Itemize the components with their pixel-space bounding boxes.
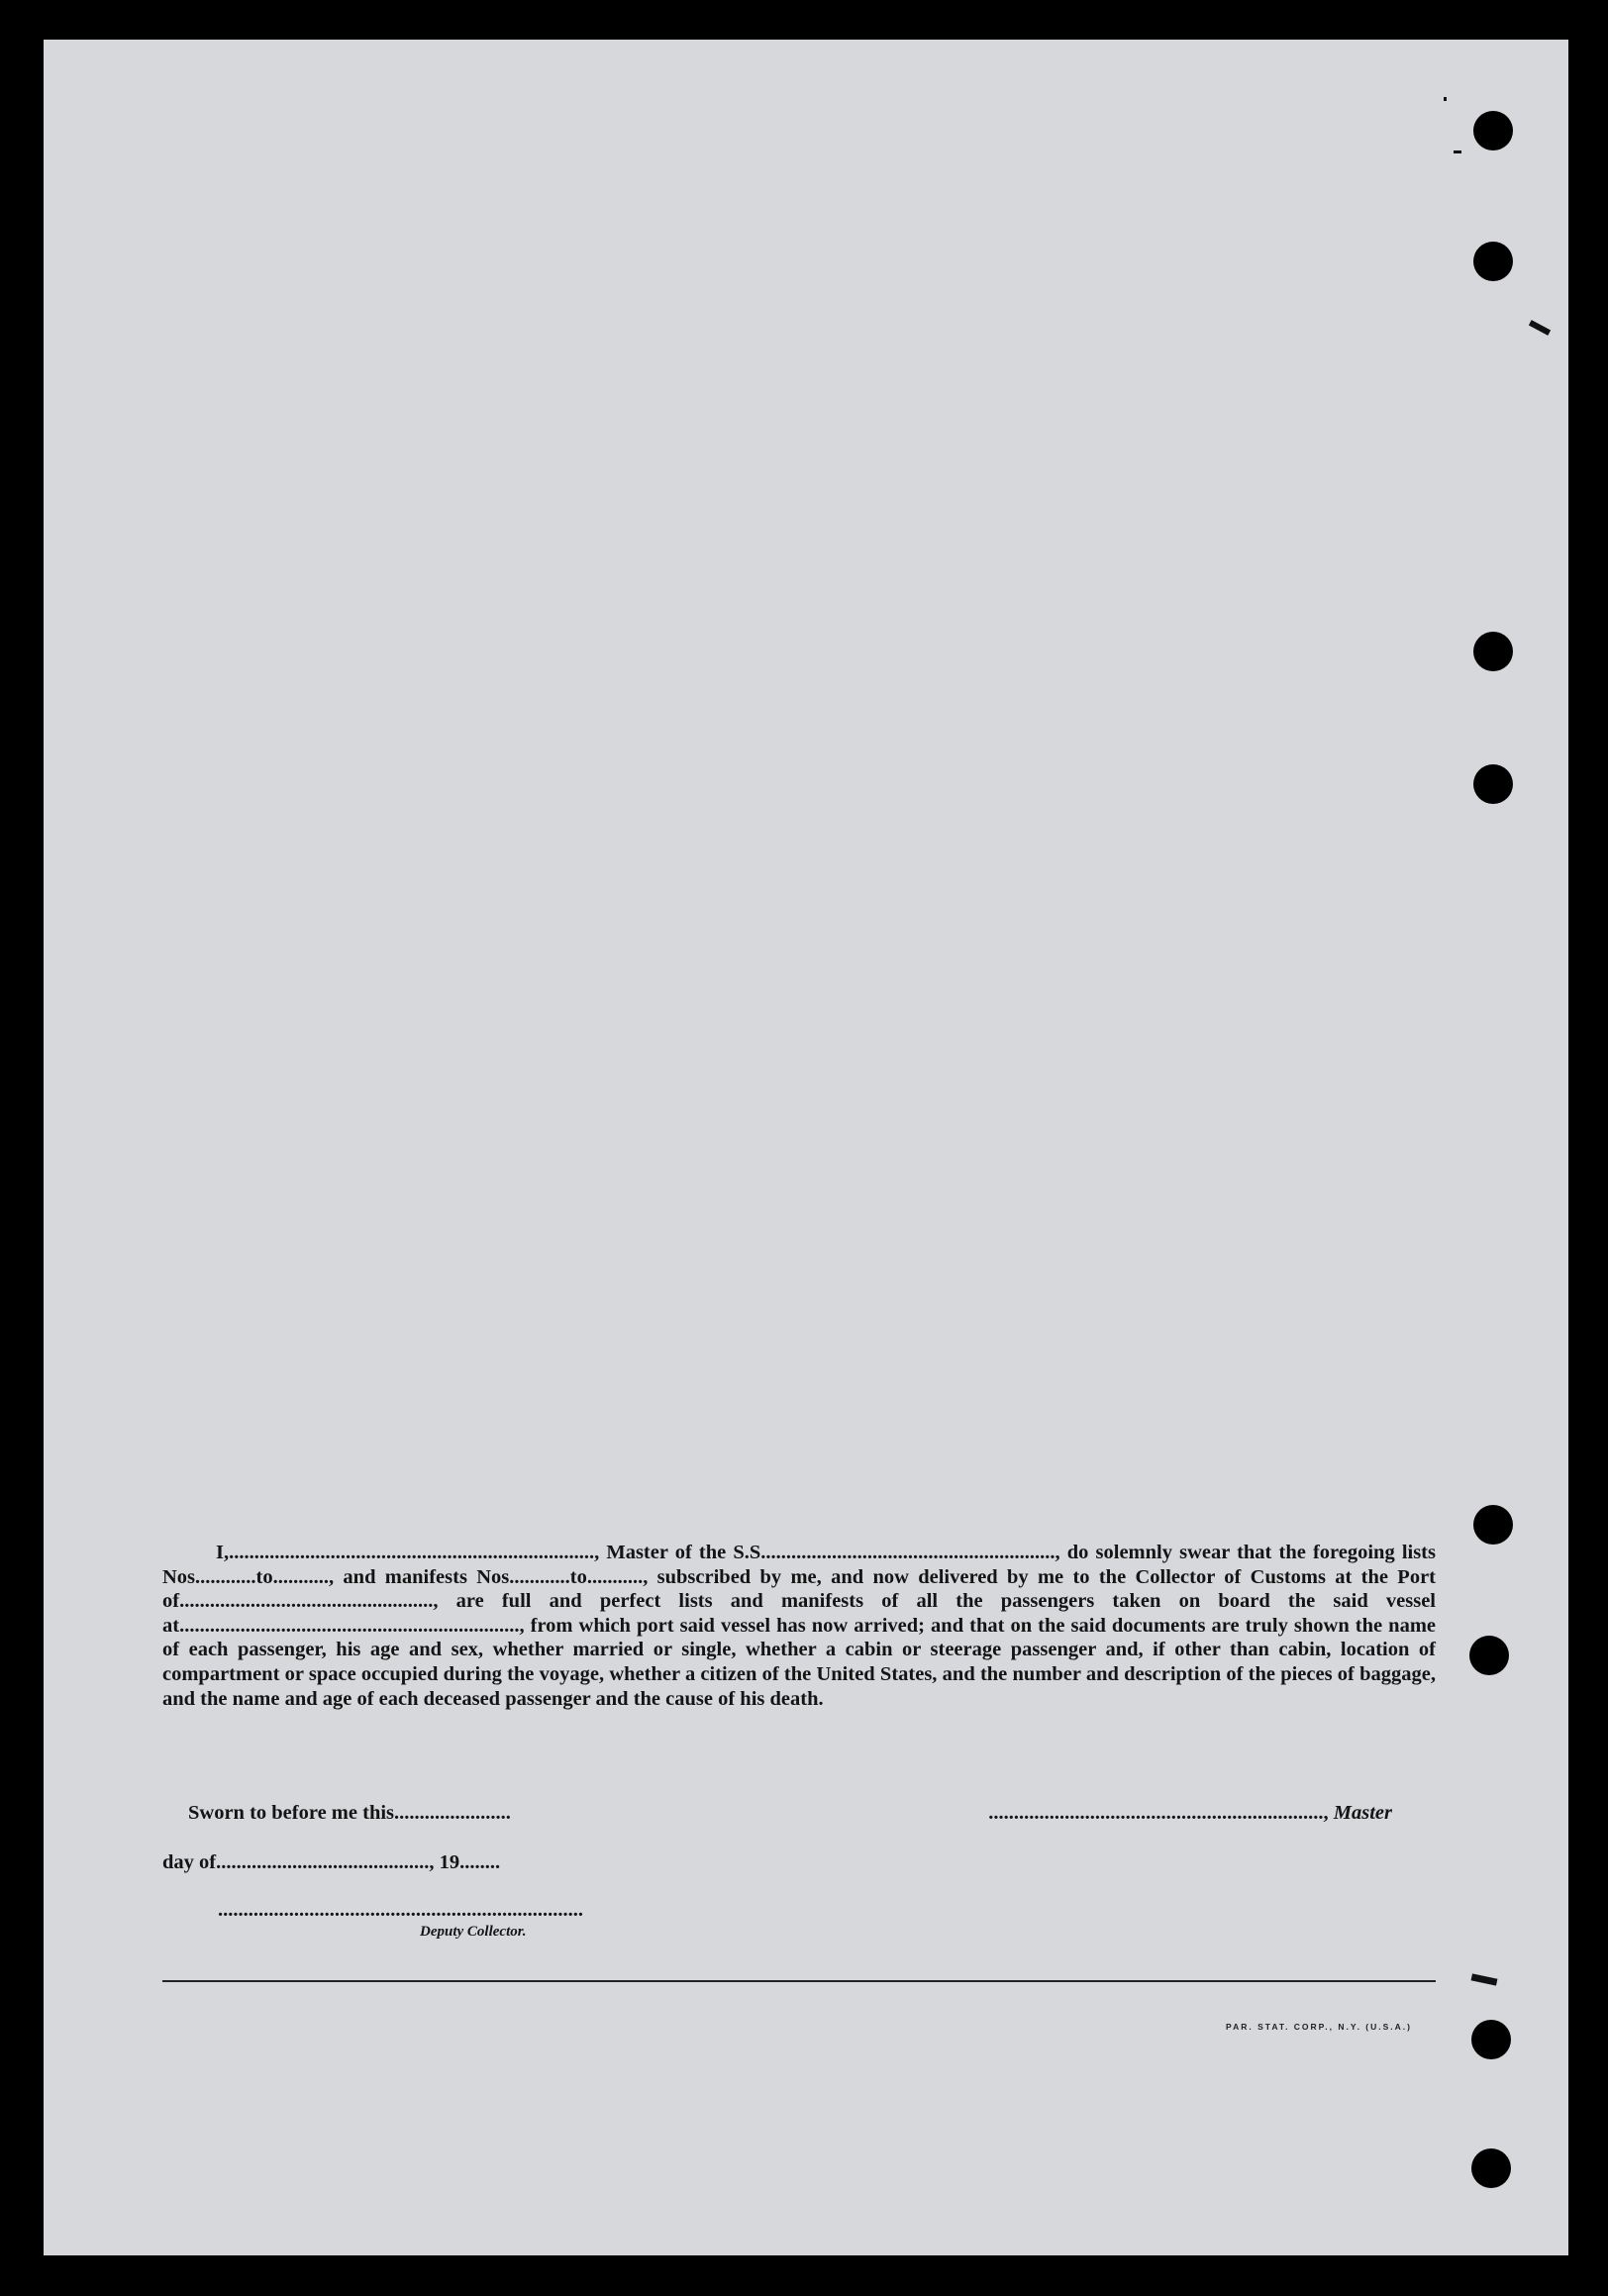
punch-hole	[1471, 2148, 1511, 2188]
printer-mark: PAR. STAT. CORP., N.Y. (U.S.A.)	[1226, 2022, 1412, 2032]
punch-hole	[1469, 1636, 1509, 1675]
master-signature-line	[988, 1802, 1392, 1825]
punch-hole	[1473, 111, 1513, 150]
oath-text: I,........................................................................, Master of the S.S.........................................................., do solemnly swear that the foregoing lists Nos............to..........., and manifests Nos............to..........., subscribed by me, and now delivered by me to the Collector of Customs at the Port of.................................................., are full and perfect lists and manifests of all the passengers taken on board the said vessel at..................................................................., from which port said vessel has now arrived; and that on the said documents are truly shown the name of each passenger, his age and sex, whether married or single, whether a cabin or steerage passenger and, if other than cabin, location of compartment or space occupied during the voyage, whether a citizen of the United States, and the number and description of the pieces of baggage, and the name and age of each deceased passenger and the cause of his death.	[162, 1542, 1436, 1710]
punch-hole	[1473, 242, 1513, 281]
footer-rule	[162, 1980, 1436, 1982]
ink-mark	[1471, 1973, 1498, 1985]
punch-hole	[1473, 764, 1513, 804]
form-page	[44, 40, 1568, 2255]
oath-paragraph	[162, 1541, 1436, 1711]
punch-hole	[1473, 1505, 1513, 1545]
ink-mark	[1454, 150, 1461, 153]
sworn-line: Sworn to before me this.......................	[188, 1802, 511, 1824]
day-of-line: day of.........................................., 19........	[162, 1851, 501, 1873]
deputy-collector-label: Deputy Collector.	[420, 1924, 527, 1940]
punch-hole	[1471, 2020, 1511, 2059]
master-signature-dots: ..................................................................,	[988, 1802, 1329, 1824]
master-label: Master	[1333, 1802, 1392, 1824]
punch-hole	[1473, 632, 1513, 671]
ink-mark	[1444, 97, 1447, 101]
ink-mark	[1529, 320, 1551, 336]
deputy-collector-signature-dots: ........................................................................	[218, 1899, 583, 1921]
